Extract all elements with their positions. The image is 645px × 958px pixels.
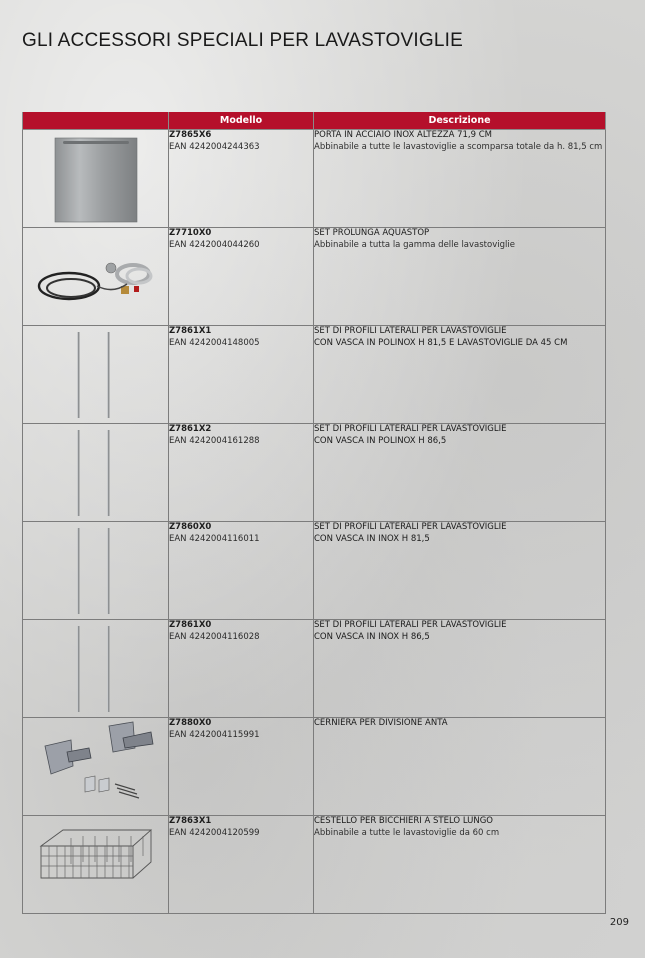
ean-code: EAN 4242004148005 xyxy=(169,337,260,348)
page-number: 209 xyxy=(609,917,629,928)
product-image-cell xyxy=(23,326,169,424)
side-profiles-image xyxy=(23,522,169,619)
model-code: Z7861X2 xyxy=(169,424,212,434)
wine-glass-basket-image xyxy=(23,816,169,913)
description-title: SET DI PROFILI LATERALI PER LAVASTOVIGLIE xyxy=(314,424,507,434)
model-code: Z7880X0 xyxy=(169,718,212,728)
ean-code: EAN 4242004116011 xyxy=(169,533,260,544)
model-code: Z7861X0 xyxy=(169,620,212,630)
table-row xyxy=(23,326,606,424)
product-image-cell xyxy=(23,228,169,326)
product-image-cell xyxy=(23,816,169,914)
description-title: SET DI PROFILI LATERALI PER LAVASTOVIGLIE xyxy=(314,522,507,532)
description-title: SET DI PROFILI LATERALI PER LAVASTOVIGLIE xyxy=(314,326,507,336)
description-cell xyxy=(314,130,606,228)
description-cell xyxy=(314,620,606,718)
model-cell xyxy=(169,326,314,424)
description-cell xyxy=(314,522,606,620)
product-image-cell xyxy=(23,424,169,522)
header-model: Modello xyxy=(169,112,314,130)
description-cell xyxy=(314,816,606,914)
ean-code: EAN 4242004044260 xyxy=(169,239,260,250)
product-image-cell xyxy=(23,718,169,816)
header-description: Descrizione xyxy=(314,112,606,130)
description-title: CESTELLO PER BICCHIERI A STELO LUNGO xyxy=(314,816,493,826)
table-row xyxy=(23,718,606,816)
compatibility-note: Abbinabile a tutta la gamma delle lavastoviglie xyxy=(314,239,515,250)
model-code: Z7865X6 xyxy=(169,130,212,140)
table-row xyxy=(23,620,606,718)
side-profiles-image xyxy=(23,424,169,521)
description-title: CON VASCA IN POLINOX H 86,5 xyxy=(314,435,447,446)
description-title: SET DI PROFILI LATERALI PER LAVASTOVIGLIE xyxy=(314,620,507,630)
model-code: Z7710X0 xyxy=(169,228,212,238)
ean-code: EAN 4242004116028 xyxy=(169,631,260,642)
side-profiles-image xyxy=(23,620,169,717)
description-cell xyxy=(314,424,606,522)
compatibility-note: Abbinabile a tutte le lavastoviglie a scomparsa totale da h. 81,5 cm xyxy=(314,141,603,152)
ean-code: EAN 4242004161288 xyxy=(169,435,260,446)
model-cell xyxy=(169,228,314,326)
model-cell xyxy=(169,522,314,620)
stainless-door-panel-image xyxy=(23,130,169,227)
page-title: GLI ACCESSORI SPECIALI PER LAVASTOVIGLIE xyxy=(22,30,463,51)
model-code: Z7861X1 xyxy=(169,326,212,336)
model-cell xyxy=(169,718,314,816)
hinge-set-image xyxy=(23,718,169,815)
table-row xyxy=(23,522,606,620)
product-image-cell xyxy=(23,522,169,620)
product-image-cell xyxy=(23,130,169,228)
ean-code: EAN 4242004120599 xyxy=(169,827,260,838)
header-image-col xyxy=(23,112,169,130)
model-cell xyxy=(169,620,314,718)
description-title: PORTA IN ACCIAIO INOX ALTEZZA 71,9 CM xyxy=(314,130,493,140)
description-cell xyxy=(314,718,606,816)
description-title: CERNIERA PER DIVISIONE ANTA xyxy=(314,718,448,728)
model-cell xyxy=(169,424,314,522)
description-title: CON VASCA IN INOX H 81,5 xyxy=(314,533,430,544)
description-title: CON VASCA IN INOX H 86,5 xyxy=(314,631,430,642)
product-image-cell xyxy=(23,620,169,718)
aquastop-hose-image xyxy=(23,228,169,325)
table-header-row xyxy=(23,112,606,130)
description-cell xyxy=(314,326,606,424)
model-cell xyxy=(169,816,314,914)
model-cell xyxy=(169,130,314,228)
table-row xyxy=(23,816,606,914)
ean-code: EAN 4242004244363 xyxy=(169,141,260,152)
model-code: Z7860X0 xyxy=(169,522,212,532)
table-row xyxy=(23,424,606,522)
side-profiles-image xyxy=(23,326,169,423)
accessories-table xyxy=(22,112,606,914)
description-title: SET PROLUNGA AQUASTOP xyxy=(314,228,430,238)
model-code: Z7863X1 xyxy=(169,816,212,826)
ean-code: EAN 4242004115991 xyxy=(169,729,260,740)
table-row xyxy=(23,228,606,326)
table-row xyxy=(23,130,606,228)
description-cell xyxy=(314,228,606,326)
compatibility-note: Abbinabile a tutte le lavastoviglie da 60 cm xyxy=(314,827,500,838)
description-title: CON VASCA IN POLINOX H 81,5 E LAVASTOVIGLIE DA 45 CM xyxy=(314,337,568,348)
